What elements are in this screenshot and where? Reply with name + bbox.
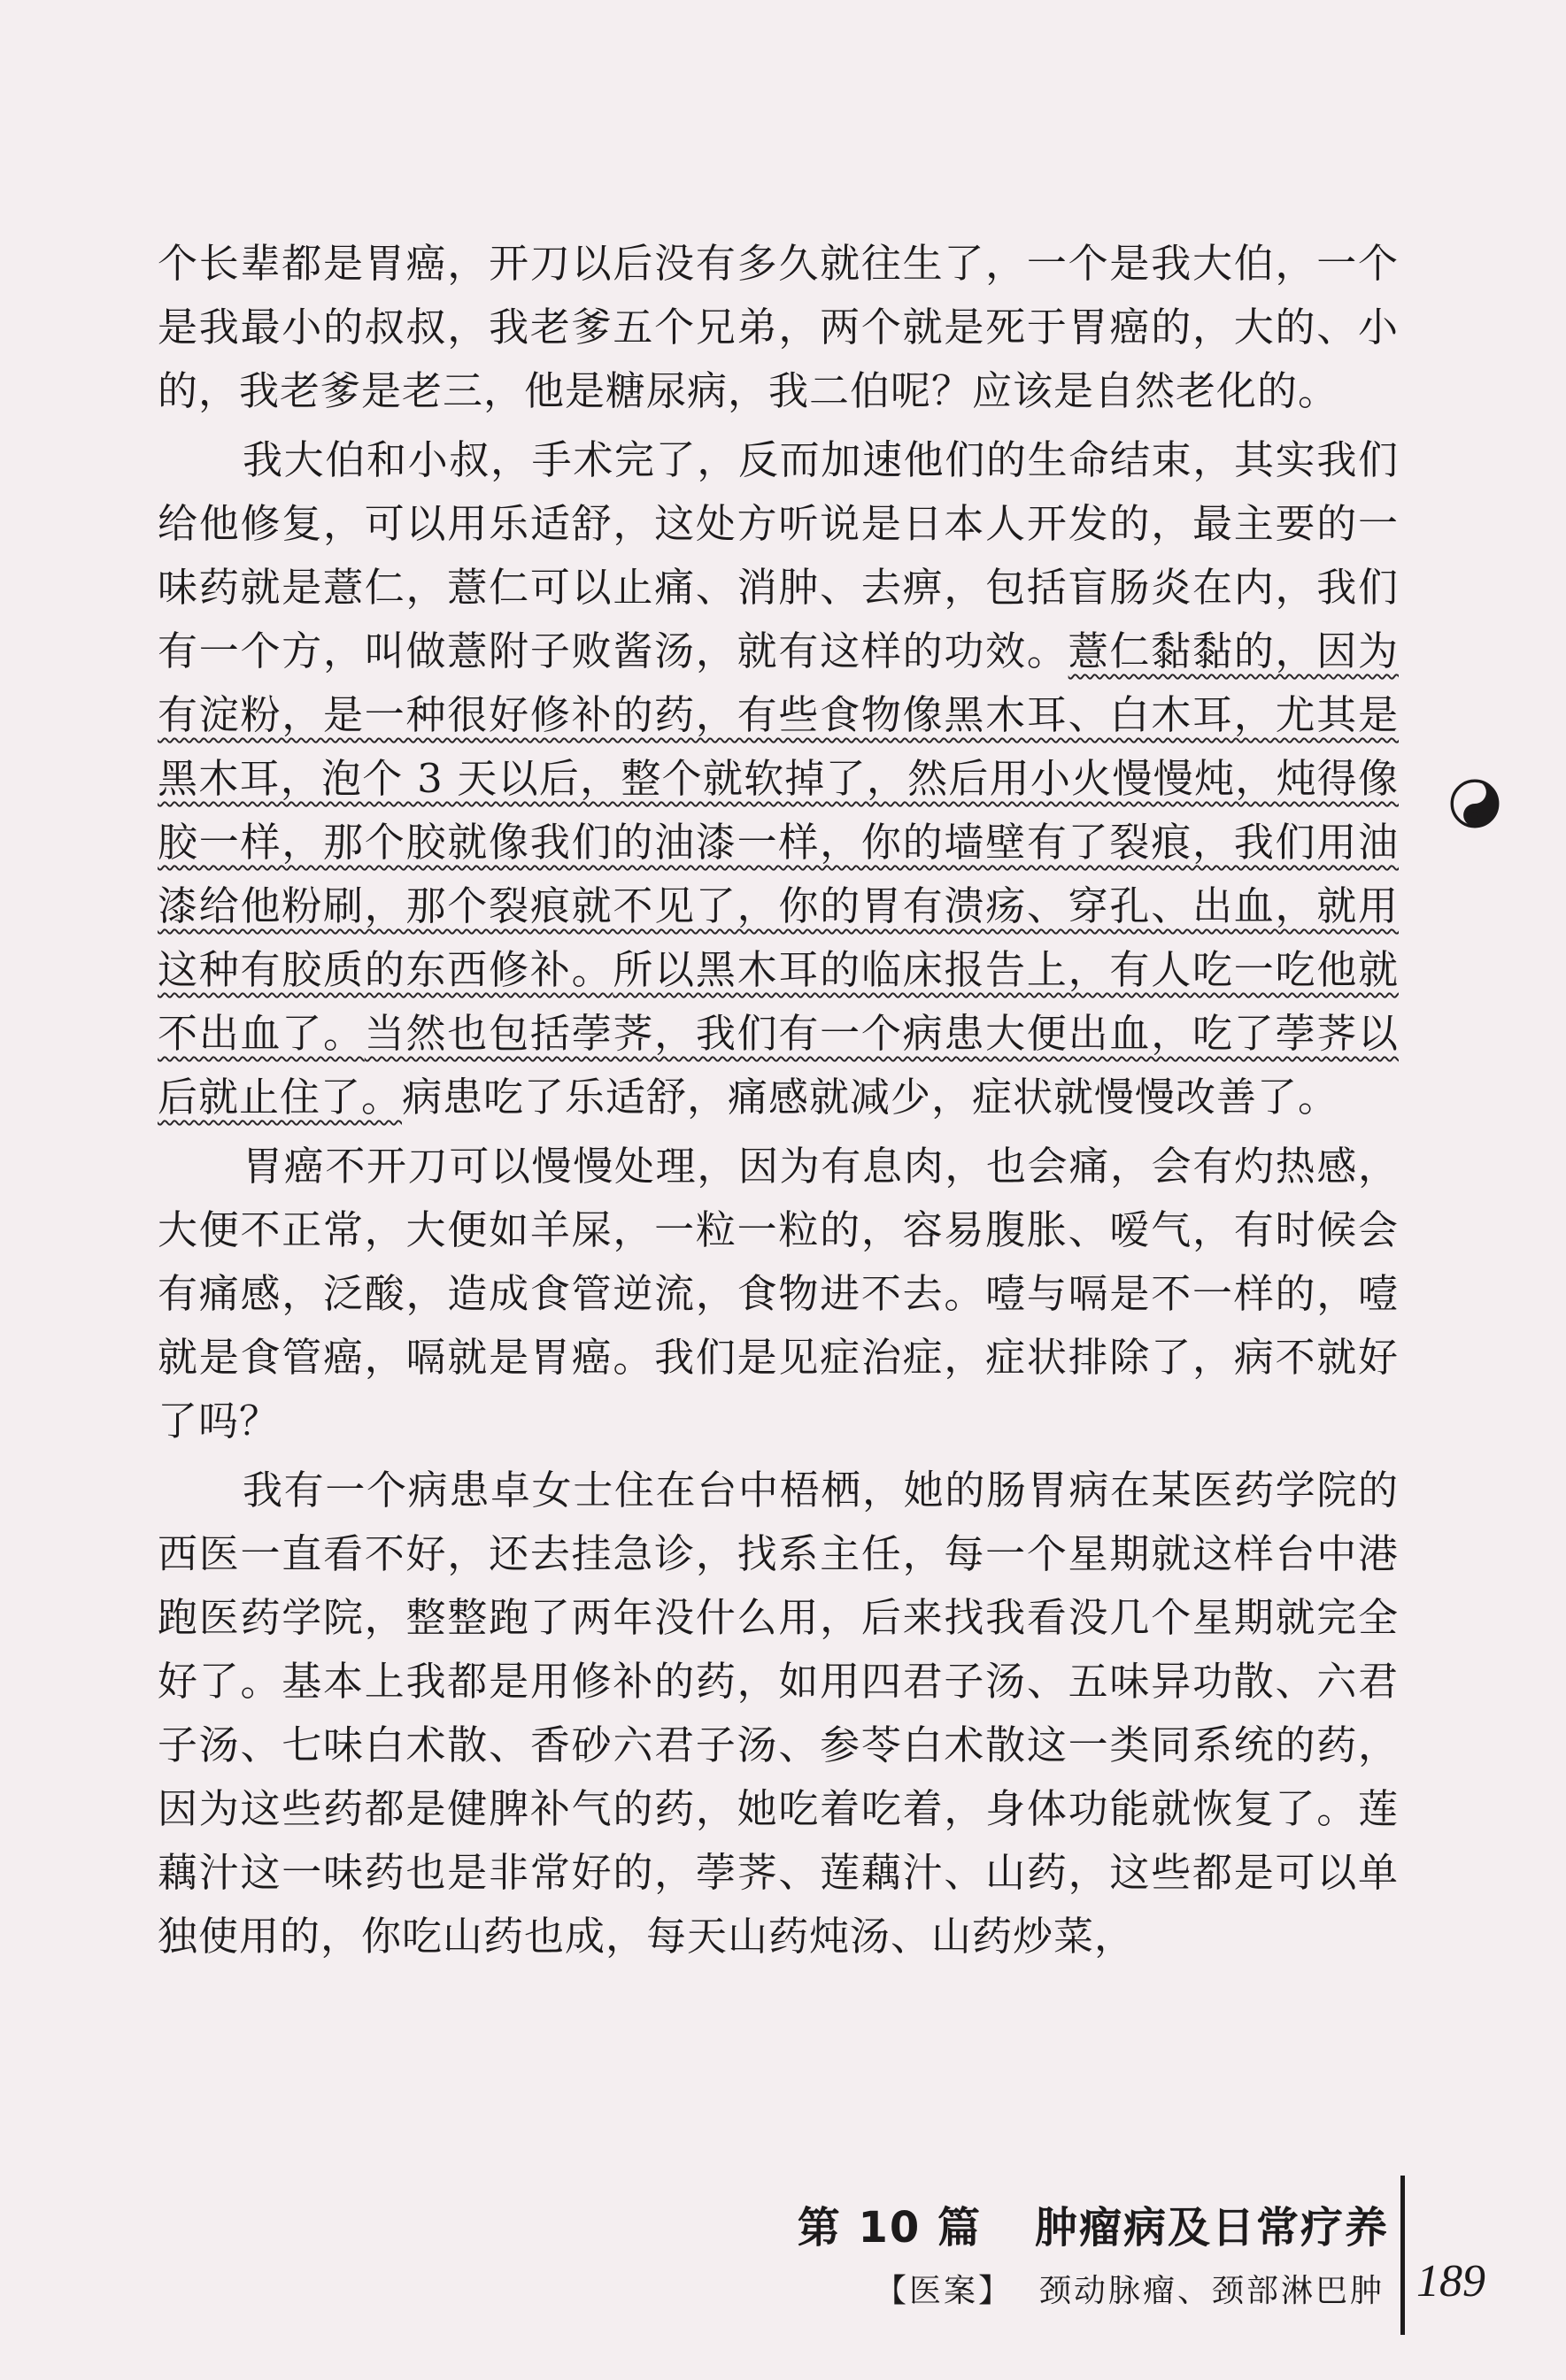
yin-yang-icon (1450, 779, 1500, 828)
case-subtitle (875, 2266, 1385, 2311)
chapter-title (798, 2193, 1389, 2254)
body-text (158, 232, 1399, 1974)
text-passage: 我有一个病患卓女士住在台中梧栖，她的肠胃病在某医药学院的西医一直看不好，还去挂急诊，找系主任，每一个星期就这样台中港跑医药学院，整整跑了两年没什么用，后来找我看没几个星期就完全好了。基本上我都是用修补的药，如用四君子汤、五味异功散、六君子汤、七味白术散、香砂六君子汤、参苓白术散这一类同系统的药，因为这些药都是健脾补气的药，她吃着吃着，身体功能就恢复了。莲藕汁这一味药也是非常好的，荸荠、莲藕汁、山药，这些都是可以单独使用的，你吃山药也成，每天山药炖汤、山药炒菜， (158, 1467, 1399, 1960)
paragraph (158, 428, 1399, 1129)
text-passage: 个长辈都是胃癌，开刀以后没有多久就往生了，一个是我大伯，一个是我最小的叔叔，我老爹五个兄弟，两个就是死于胃癌的，大的、小的，我老爹是老三，他是糖尿病，我二伯呢？应该是自然老化的。 (158, 240, 1399, 414)
chapter-name: 肿瘤病及日常疗养 (1034, 2203, 1389, 2253)
chapter-number: 第 10 篇 (797, 2203, 982, 2253)
footer-divider (1400, 2176, 1405, 2335)
paragraph (158, 1459, 1399, 1968)
case-title: 颈动脉瘤、颈部淋巴肿 (1038, 2273, 1385, 2309)
paragraph (158, 232, 1399, 423)
page-number: 189 (1416, 2256, 1485, 2307)
underlined-passage: 所以黑木耳的临床报告上，有人吃一吃他就不出血了。 (158, 946, 1399, 1057)
text-passage: 病患吃了乐适舒，痛感就减少，症状就慢慢改善了。 (402, 1074, 1339, 1121)
case-tag: 【医案】 (874, 2273, 1013, 2309)
paragraph (158, 1135, 1399, 1453)
text-passage: 我大伯和小叔，手术完了，反而加速他们的生命结束，其实我们给他修复，可以用乐适舒，这处方听说是日本人开发的，最主要的一味药就是薏仁，薏仁可以止痛、消肿、去痹，包括盲肠炎在内，我们有一个方，叫做薏附子败酱汤，就有这样的功效。 (158, 436, 1399, 674)
underlined-passage: 当然也包括荸荠，我们有一个病患大便出血，吃了荸荠以后就止住了。 (158, 1010, 1399, 1121)
underlined-passage: 薏仁黏黏的，因为有淀粉，是一种很好修补的药，有些食物像黑木耳、白木耳，尤其是黑木耳，泡个 3 天以后，整个就软掉了，然后用小火慢慢炖，炖得像胶一样，那个胶就像我们的油漆一样，你的墙壁有了裂痕，我们用油漆给他粉刷，那个裂痕就不见了，你的胃有溃疡、穿孔、出血，就用这种有胶质的东西修补。 (158, 628, 1399, 993)
text-passage: 胃癌不开刀可以慢慢处理，因为有息肉，也会痛，会有灼热感，大便不正常，大便如羊屎，一粒一粒的，容易腹胀、嗳气，有时候会有痛感，泛酸，造成食管逆流，食物进不去。噎与嗝是不一样的，噎就是食管癌，嗝就是胃癌。我们是见症治症，症状排除了，病不就好了吗？ (158, 1143, 1399, 1444)
